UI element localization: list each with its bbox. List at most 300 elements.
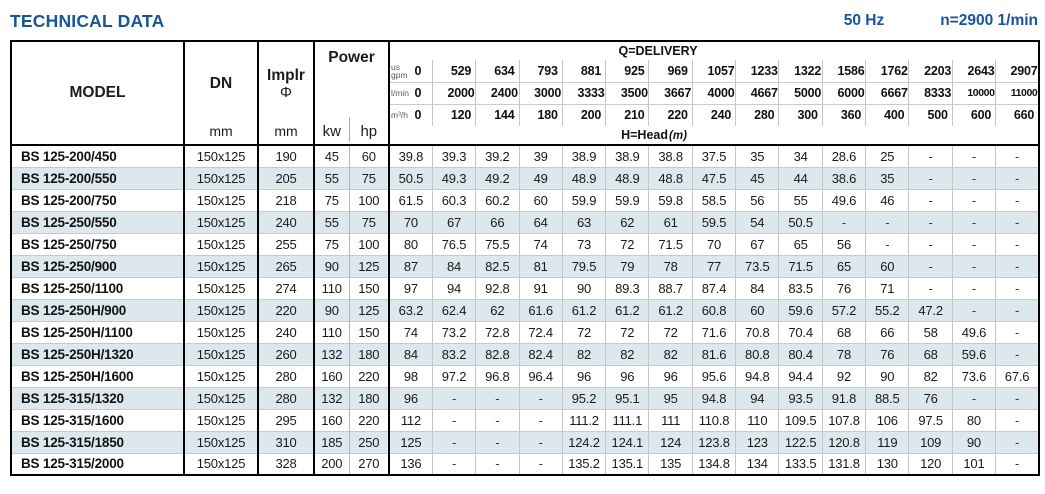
l-min-value-cell: 3500 xyxy=(606,82,649,104)
table-row xyxy=(11,387,1039,409)
head-value-cell: 95.6 xyxy=(692,365,735,387)
head-value-cell: 97.2 xyxy=(432,365,475,387)
model-cell: BS 125-250/1100 xyxy=(11,277,184,299)
dn-cell: 150x125 xyxy=(184,343,258,365)
head-value-cell: 35 xyxy=(866,167,909,189)
power-kw-cell: 75 xyxy=(314,189,349,211)
us-gpm-value-cell: 969 xyxy=(649,60,692,82)
impeller-diameter-cell: 220 xyxy=(258,299,314,321)
m3h-value-cell: 360 xyxy=(822,104,865,126)
head-value-cell: 65 xyxy=(779,233,822,255)
power-kw-cell: 132 xyxy=(314,343,349,365)
head-value-cell: 49.6 xyxy=(952,321,995,343)
head-value-cell: - xyxy=(952,211,995,233)
head-value-cell: - xyxy=(996,431,1039,453)
head-value-cell: 110.8 xyxy=(692,409,735,431)
table-row xyxy=(11,277,1039,299)
l-min-value-cell: l/min 0 xyxy=(389,82,432,104)
impeller-diameter-cell: 240 xyxy=(258,321,314,343)
head-label: H=Head(m) xyxy=(621,128,687,142)
dn-header-label: DN xyxy=(209,74,233,92)
impeller-diameter-cell: 328 xyxy=(258,453,314,475)
impeller-diameter-cell: 190 xyxy=(258,145,314,167)
l-min-value-cell: 4667 xyxy=(736,82,779,104)
head-value-cell: 90 xyxy=(562,277,605,299)
l-min-unit-label: l/min xyxy=(391,88,409,98)
head-value-cell: 62 xyxy=(606,211,649,233)
m3h-value-cell: 220 xyxy=(649,104,692,126)
head-value-cell: - xyxy=(519,431,562,453)
head-value-cell: 79 xyxy=(606,255,649,277)
head-value-cell: - xyxy=(952,167,995,189)
head-value-cell: 124.2 xyxy=(562,431,605,453)
head-value-cell: 71.6 xyxy=(692,321,735,343)
head-value-cell: 74 xyxy=(519,233,562,255)
head-value-cell: 96 xyxy=(562,365,605,387)
head-value-cell: - xyxy=(476,387,519,409)
head-value-cell: 109 xyxy=(909,431,952,453)
table-row xyxy=(11,299,1039,321)
power-hp-cell: 250 xyxy=(349,431,389,453)
head-value-cell: 120 xyxy=(909,453,952,475)
m3h-value-cell: 180 xyxy=(519,104,562,126)
head-value-cell: 50.5 xyxy=(389,167,432,189)
table-row xyxy=(11,409,1039,431)
kw-unit-label: kw xyxy=(322,122,341,140)
head-value-cell: 76 xyxy=(909,387,952,409)
power-column-header xyxy=(314,41,389,145)
head-value-cell: - xyxy=(996,343,1039,365)
us-gpm-unit-label: us gpm xyxy=(391,61,408,80)
dn-cell: 150x125 xyxy=(184,387,258,409)
head-value-cell: - xyxy=(996,387,1039,409)
head-value-cell: 61.2 xyxy=(606,299,649,321)
dn-cell: 150x125 xyxy=(184,167,258,189)
head-value-cell: 93.5 xyxy=(779,387,822,409)
head-value-cell: 82.4 xyxy=(519,343,562,365)
head-value-cell: 82 xyxy=(909,365,952,387)
m3h-value-cell: 600 xyxy=(952,104,995,126)
power-hp-cell: 180 xyxy=(349,387,389,409)
head-value-cell: - xyxy=(519,453,562,475)
head-value-cell: 90 xyxy=(866,365,909,387)
impeller-diameter-cell: 260 xyxy=(258,343,314,365)
us-gpm-value-cell: 1322 xyxy=(779,60,822,82)
power-hp-cell: 150 xyxy=(349,321,389,343)
head-value-cell: 82 xyxy=(649,343,692,365)
head-value-cell: 98 xyxy=(389,365,432,387)
head-value-cell: 101 xyxy=(952,453,995,475)
l-min-value-cell: 5000 xyxy=(779,82,822,104)
head-value-cell: 135.2 xyxy=(562,453,605,475)
head-value-cell: 90 xyxy=(952,431,995,453)
head-value-cell: - xyxy=(476,431,519,453)
dn-cell: 150x125 xyxy=(184,255,258,277)
head-value-cell: 88.5 xyxy=(866,387,909,409)
head-value-cell: 70.4 xyxy=(779,321,822,343)
head-value-cell: 80 xyxy=(952,409,995,431)
power-hp-cell: 60 xyxy=(349,145,389,167)
head-value-cell: - xyxy=(866,211,909,233)
head-value-cell: 109.5 xyxy=(779,409,822,431)
m3h-value-cell: 144 xyxy=(476,104,519,126)
head-value-cell: 35 xyxy=(736,145,779,167)
model-cell: BS 125-250/900 xyxy=(11,255,184,277)
table-row xyxy=(11,167,1039,189)
model-cell: BS 125-200/750 xyxy=(11,189,184,211)
head-value-cell: - xyxy=(952,189,995,211)
power-hp-cell: 180 xyxy=(349,343,389,365)
power-kw-cell: 90 xyxy=(314,299,349,321)
power-hp-cell: 270 xyxy=(349,453,389,475)
head-value-cell: - xyxy=(952,277,995,299)
m3h-value-cell: 210 xyxy=(606,104,649,126)
head-value-cell: 92.8 xyxy=(476,277,519,299)
head-value-cell: 92 xyxy=(822,365,865,387)
head-value-cell: 61.6 xyxy=(519,299,562,321)
head-value-cell: 81.6 xyxy=(692,343,735,365)
dn-cell: 150x125 xyxy=(184,365,258,387)
head-value-cell: 72 xyxy=(562,321,605,343)
head-value-cell: 72.8 xyxy=(476,321,519,343)
head-value-cell: 96.4 xyxy=(519,365,562,387)
head-value-cell: 95.2 xyxy=(562,387,605,409)
head-value-cell: 87 xyxy=(389,255,432,277)
power-kw-cell: 55 xyxy=(314,211,349,233)
head-value-cell: 55.2 xyxy=(866,299,909,321)
table-row xyxy=(11,343,1039,365)
head-value-cell: 82.8 xyxy=(476,343,519,365)
head-value-cell: - xyxy=(952,299,995,321)
head-value-cell: 60 xyxy=(866,255,909,277)
head-value-cell: 39.3 xyxy=(432,145,475,167)
impeller-diameter-cell: 295 xyxy=(258,409,314,431)
head-value-cell: 70.8 xyxy=(736,321,779,343)
us-gpm-value-cell: 881 xyxy=(562,60,605,82)
power-kw-cell: 110 xyxy=(314,277,349,299)
head-value-cell: 61.2 xyxy=(562,299,605,321)
head-value-cell: 56 xyxy=(736,189,779,211)
head-value-cell: 122.5 xyxy=(779,431,822,453)
hp-unit-label: hp xyxy=(349,117,388,142)
head-value-cell: - xyxy=(909,277,952,299)
head-value-cell: - xyxy=(952,145,995,167)
impeller-diameter-cell: 274 xyxy=(258,277,314,299)
model-cell: BS 125-315/2000 xyxy=(11,453,184,475)
head-value-cell: 63.2 xyxy=(389,299,432,321)
head-value-cell: - xyxy=(952,255,995,277)
head-value-cell: 73.5 xyxy=(736,255,779,277)
l-min-value-cell: 6000 xyxy=(822,82,865,104)
head-value-cell: 84 xyxy=(389,343,432,365)
m3h-value-cell: 200 xyxy=(562,104,605,126)
head-value-cell: 80.8 xyxy=(736,343,779,365)
head-value-cell: - xyxy=(996,277,1039,299)
head-value-cell: 56 xyxy=(822,233,865,255)
head-value-cell: 111.2 xyxy=(562,409,605,431)
head-value-cell: 61 xyxy=(649,211,692,233)
l-min-value-cell: 3333 xyxy=(562,82,605,104)
head-value-cell: 71 xyxy=(866,277,909,299)
head-value-cell: 62 xyxy=(476,299,519,321)
power-hp-cell: 220 xyxy=(349,365,389,387)
head-value-cell: 110 xyxy=(736,409,779,431)
power-kw-cell: 110 xyxy=(314,321,349,343)
head-value-cell: - xyxy=(996,211,1039,233)
head-value-cell: 78 xyxy=(649,255,692,277)
impeller-diameter-cell: 280 xyxy=(258,365,314,387)
l-min-value-cell: 4000 xyxy=(692,82,735,104)
head-value-cell: 38.9 xyxy=(606,145,649,167)
head-value-cell: 75.5 xyxy=(476,233,519,255)
head-value-cell: 57.2 xyxy=(822,299,865,321)
l-min-value-cell: 3000 xyxy=(519,82,562,104)
dn-column-header xyxy=(184,41,258,145)
head-value-cell: 74 xyxy=(389,321,432,343)
head-value-cell: 39.2 xyxy=(476,145,519,167)
head-value-cell: 70 xyxy=(389,211,432,233)
table-row xyxy=(11,211,1039,233)
head-value-cell: 39.8 xyxy=(389,145,432,167)
impeller-diameter-cell: 240 xyxy=(258,211,314,233)
delivery-header xyxy=(389,41,1039,60)
head-value-cell: 119 xyxy=(866,431,909,453)
head-value-cell: 59.5 xyxy=(692,211,735,233)
dn-cell: 150x125 xyxy=(184,233,258,255)
head-value-cell: 72 xyxy=(606,233,649,255)
head-value-cell: 60.8 xyxy=(692,299,735,321)
head-unit-label: (m) xyxy=(669,130,687,142)
head-value-cell: 135 xyxy=(649,453,692,475)
head-value-cell: 61.5 xyxy=(389,189,432,211)
dn-cell: 150x125 xyxy=(184,189,258,211)
us-gpm-value-cell: 793 xyxy=(519,60,562,82)
impeller-diameter-symbol: Φ xyxy=(280,83,292,101)
head-value-cell: 47.2 xyxy=(909,299,952,321)
head-value-cell: - xyxy=(952,387,995,409)
head-value-cell: - xyxy=(909,233,952,255)
head-value-cell: 67.6 xyxy=(996,365,1039,387)
head-value-cell: 91 xyxy=(519,277,562,299)
top-header xyxy=(0,0,1045,38)
m3h-value-cell: 240 xyxy=(692,104,735,126)
head-value-cell: 70 xyxy=(692,233,735,255)
speed-label: n=2900 1/min xyxy=(940,12,1038,29)
head-value-cell: 68 xyxy=(909,343,952,365)
head-value-cell: 38.6 xyxy=(822,167,865,189)
head-value-cell: 124 xyxy=(649,431,692,453)
head-value-cell: 63 xyxy=(562,211,605,233)
head-value-cell: 131.8 xyxy=(822,453,865,475)
dn-cell: 150x125 xyxy=(184,299,258,321)
head-value-cell: 107.8 xyxy=(822,409,865,431)
power-kw-cell: 200 xyxy=(314,453,349,475)
head-value-cell: - xyxy=(476,453,519,475)
power-kw-cell: 90 xyxy=(314,255,349,277)
impeller-diameter-cell: 218 xyxy=(258,189,314,211)
head-value-cell: 77 xyxy=(692,255,735,277)
head-value-cell: 94.4 xyxy=(779,365,822,387)
model-column-header xyxy=(11,41,184,145)
head-value-cell: 76 xyxy=(866,343,909,365)
technical-data-table xyxy=(10,40,1040,476)
head-value-cell: 58.5 xyxy=(692,189,735,211)
head-value-cell: 34 xyxy=(779,145,822,167)
head-value-cell: 123.8 xyxy=(692,431,735,453)
model-cell: BS 125-250/550 xyxy=(11,211,184,233)
us-gpm-value-cell: 925 xyxy=(606,60,649,82)
head-value-cell: 59.9 xyxy=(562,189,605,211)
head-value-cell: 97 xyxy=(389,277,432,299)
impeller-diameter-cell: 205 xyxy=(258,167,314,189)
model-cell: BS 125-315/1850 xyxy=(11,431,184,453)
head-value-cell: 58 xyxy=(909,321,952,343)
head-value-cell: 67 xyxy=(736,233,779,255)
table-row xyxy=(11,365,1039,387)
power-kw-cell: 45 xyxy=(314,145,349,167)
head-value-cell: 49.3 xyxy=(432,167,475,189)
head-value-cell: - xyxy=(996,145,1039,167)
head-value-cell: 48.8 xyxy=(649,167,692,189)
head-value-cell: - xyxy=(909,167,952,189)
head-value-cell: - xyxy=(519,387,562,409)
l-min-value-cell: 11000 xyxy=(996,82,1039,104)
table-row xyxy=(11,145,1039,167)
m3h-value-cell: m³/h 0 xyxy=(391,108,422,123)
head-value-cell: 48.9 xyxy=(606,167,649,189)
power-hp-cell: 100 xyxy=(349,189,389,211)
head-value-cell: 95.1 xyxy=(606,387,649,409)
dn-cell: 150x125 xyxy=(184,211,258,233)
frequency-label: 50 Hz xyxy=(843,12,885,29)
head-value-cell: 125 xyxy=(389,431,432,453)
dn-cell: 150x125 xyxy=(184,409,258,431)
table-row xyxy=(11,453,1039,475)
head-value-cell: 83.2 xyxy=(432,343,475,365)
head-value-cell: 135.1 xyxy=(606,453,649,475)
us-gpm-value-cell: us gpm 0 xyxy=(389,60,432,82)
dn-unit-label: mm xyxy=(209,122,233,139)
head-value-cell: 60 xyxy=(736,299,779,321)
us-gpm-value-cell: 1762 xyxy=(866,60,909,82)
model-cell: BS 125-200/550 xyxy=(11,167,184,189)
head-value-cell: 133.5 xyxy=(779,453,822,475)
head-value-cell: 44 xyxy=(779,167,822,189)
head-value-cell: 60.3 xyxy=(432,189,475,211)
head-value-cell: 111 xyxy=(649,409,692,431)
l-min-value-cell: 10000 xyxy=(952,82,995,104)
head-value-cell: 112 xyxy=(389,409,432,431)
head-value-cell: 46 xyxy=(866,189,909,211)
us-gpm-value-cell: 2907 xyxy=(996,60,1039,82)
l-min-value-cell: 2000 xyxy=(432,82,475,104)
impeller-column-header xyxy=(258,41,314,145)
head-value-cell: 49.2 xyxy=(476,167,519,189)
head-value-cell: 59.9 xyxy=(606,189,649,211)
head-value-cell: 59.6 xyxy=(779,299,822,321)
head-value-cell: 73.2 xyxy=(432,321,475,343)
impeller-diameter-cell: 255 xyxy=(258,233,314,255)
table-row xyxy=(11,321,1039,343)
impeller-diameter-cell: 280 xyxy=(258,387,314,409)
head-value-cell: 49 xyxy=(519,167,562,189)
impeller-diameter-cell: 310 xyxy=(258,431,314,453)
power-hp-cell: 75 xyxy=(349,167,389,189)
power-hp-cell: 75 xyxy=(349,211,389,233)
head-value-cell: 59.6 xyxy=(952,343,995,365)
power-kw-cell: 160 xyxy=(314,409,349,431)
head-value-cell: 49.6 xyxy=(822,189,865,211)
head-value-cell: 134 xyxy=(736,453,779,475)
head-value-cell: 76 xyxy=(822,277,865,299)
header-row-delivery-title xyxy=(11,41,1039,60)
m3h-value-cell: 280 xyxy=(736,104,779,126)
head-value-cell: - xyxy=(432,387,475,409)
model-cell: BS 125-315/1320 xyxy=(11,387,184,409)
head-value-cell: 37.5 xyxy=(692,145,735,167)
us-gpm-value-cell: 1233 xyxy=(736,60,779,82)
head-value-cell: 60.2 xyxy=(476,189,519,211)
head-value-cell: 130 xyxy=(866,453,909,475)
head-value-cell: 82 xyxy=(562,343,605,365)
head-value-cell: - xyxy=(476,409,519,431)
head-value-cell: - xyxy=(519,409,562,431)
head-value-cell: - xyxy=(996,321,1039,343)
dn-cell: 150x125 xyxy=(184,453,258,475)
l-min-value-cell: 6667 xyxy=(866,82,909,104)
head-value-cell: 94.8 xyxy=(692,387,735,409)
power-hp-cell: 100 xyxy=(349,233,389,255)
head-value-cell: 55 xyxy=(779,189,822,211)
head-value-cell: 96 xyxy=(389,387,432,409)
power-hp-cell: 220 xyxy=(349,409,389,431)
power-kw-cell: 160 xyxy=(314,365,349,387)
head-value-cell: 123 xyxy=(736,431,779,453)
head-value-cell: 60 xyxy=(519,189,562,211)
head-value-cell: 73.6 xyxy=(952,365,995,387)
us-gpm-value-cell: 2203 xyxy=(909,60,952,82)
us-gpm-value-cell: 1586 xyxy=(822,60,865,82)
head-value-cell: 48.9 xyxy=(562,167,605,189)
head-value-cell: - xyxy=(996,233,1039,255)
head-value-cell: 54 xyxy=(736,211,779,233)
head-value-cell: 80.4 xyxy=(779,343,822,365)
head-value-cell: - xyxy=(909,255,952,277)
dn-cell: 150x125 xyxy=(184,431,258,453)
power-hp-cell: 125 xyxy=(349,299,389,321)
head-value-cell: 67 xyxy=(432,211,475,233)
head-value-cell: - xyxy=(996,299,1039,321)
head-value-cell: 73 xyxy=(562,233,605,255)
head-value-cell: 97.5 xyxy=(909,409,952,431)
head-value-cell: 45 xyxy=(736,167,779,189)
impeller-diameter-cell: 265 xyxy=(258,255,314,277)
model-cell: BS 125-250H/1600 xyxy=(11,365,184,387)
head-value-cell: - xyxy=(909,189,952,211)
head-value-cell: 72.4 xyxy=(519,321,562,343)
head-value-cell: 62.4 xyxy=(432,299,475,321)
power-hp-cell: 125 xyxy=(349,255,389,277)
table-row xyxy=(11,431,1039,453)
dn-cell: 150x125 xyxy=(184,145,258,167)
us-gpm-value-cell: 1057 xyxy=(692,60,735,82)
impeller-header-label: Implr xyxy=(267,66,305,84)
head-value-cell: - xyxy=(996,167,1039,189)
head-value-cell: - xyxy=(952,233,995,255)
head-value-cell: 136 xyxy=(389,453,432,475)
head-value-cell: 81 xyxy=(519,255,562,277)
l-min-value-cell: 8333 xyxy=(909,82,952,104)
